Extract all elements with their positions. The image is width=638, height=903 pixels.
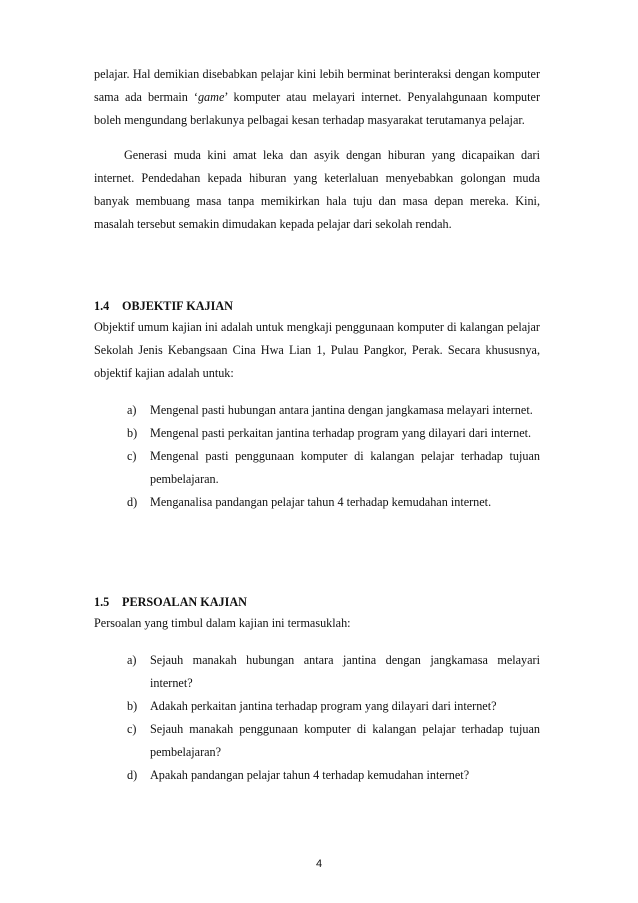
list-marker: b) (127, 699, 138, 713)
list-item (127, 764, 540, 787)
list-marker: c) (127, 722, 137, 736)
persoalan-paragraph: Persoalan yang timbul dalam kajian ini termasuklah: (94, 616, 351, 630)
list-item (127, 399, 540, 422)
section-title: OBJEKTIF KAJIAN (122, 299, 233, 313)
list-item (127, 695, 540, 718)
intro-paragraph-2: Generasi muda kini amat leka dan asyik dengan hiburan yang dicapaikan dari internet. Pendedahan kepada hiburan yang keterlaluan menyebabkan golongan muda banyak membuang masa tanpa memikirkan hala tuju dan masa depan mereka. Kini, masalah tersebut semakin dimudakan kepada pelajar dari sekolah rendah. (94, 148, 540, 231)
section-number: 1.5 (94, 595, 110, 609)
list-marker: c) (127, 449, 137, 463)
list-item-text: Mengenal pasti penggunaan komputer di kalangan pelajar terhadap tujuan pembelajaran. (150, 449, 540, 486)
persoalan-list (127, 649, 540, 787)
section-heading-persoalan (94, 592, 540, 612)
list-marker: a) (127, 653, 137, 667)
list-item-text: Sejauh manakah hubungan antara jantina dengan jangkamasa melayari internet? (150, 653, 540, 690)
list-item (127, 718, 540, 764)
list-item (127, 422, 540, 445)
section-persoalan (94, 592, 540, 635)
list-marker: b) (127, 426, 138, 440)
objektif-paragraph: Objektif umum kajian ini adalah untuk mengkaji penggunaan komputer di kalangan pelajar Sekolah Jenis Kebangsaan Cina Hwa Lian 1, Pulau Pangkor, Perak. Secara khususnya, objektif kajian adalah untuk: (94, 320, 540, 380)
list-item (127, 491, 540, 514)
list-item-text: Mengenal pasti perkaitan jantina terhadap program yang dilayari dari internet. (150, 426, 532, 440)
list-item-text: Mengenal pasti hubungan antara jantina dengan jangkamasa melayari internet. (150, 403, 533, 417)
list-item (127, 649, 540, 695)
section-number: 1.4 (94, 299, 110, 313)
section-objektif (94, 296, 540, 385)
page-number: 4 (315, 858, 323, 870)
list-marker: d) (127, 495, 138, 509)
intro-paragraph-1-text-a: pelajar. Hal demikian disebabkan pelajar kini lebih berminat berinteraksi dengan komputer sama ada bermain ‘ (94, 67, 540, 104)
list-item (127, 445, 540, 491)
game-term: game (197, 90, 225, 104)
list-item-text: Adakah perkaitan jantina terhadap program yang dilayari dari internet? (150, 699, 497, 713)
section-title: PERSOALAN KAJIAN (122, 595, 247, 609)
objektif-list (127, 399, 540, 514)
list-item-text: Apakah pandangan pelajar tahun 4 terhadap kemudahan internet? (150, 768, 470, 782)
list-item-text: Menganalisa pandangan pelajar tahun 4 terhadap kemudahan internet. (150, 495, 492, 509)
intro-paragraph-1-text-b: ’ komputer atau melayari internet. Penyalahgunaan komputer boleh mengundang berlakunya pelbagai kesan terhadap masyarakat terutamanya pelajar. (94, 90, 540, 127)
list-marker: a) (127, 403, 137, 417)
list-item-text: Sejauh manakah penggunaan komputer di kalangan pelajar terhadap tujuan pembelajaran? (150, 722, 540, 759)
section-heading-objektif (94, 296, 540, 316)
intro-block (94, 63, 540, 236)
list-marker: d) (127, 768, 138, 782)
intro-paragraph-1 (94, 63, 540, 132)
